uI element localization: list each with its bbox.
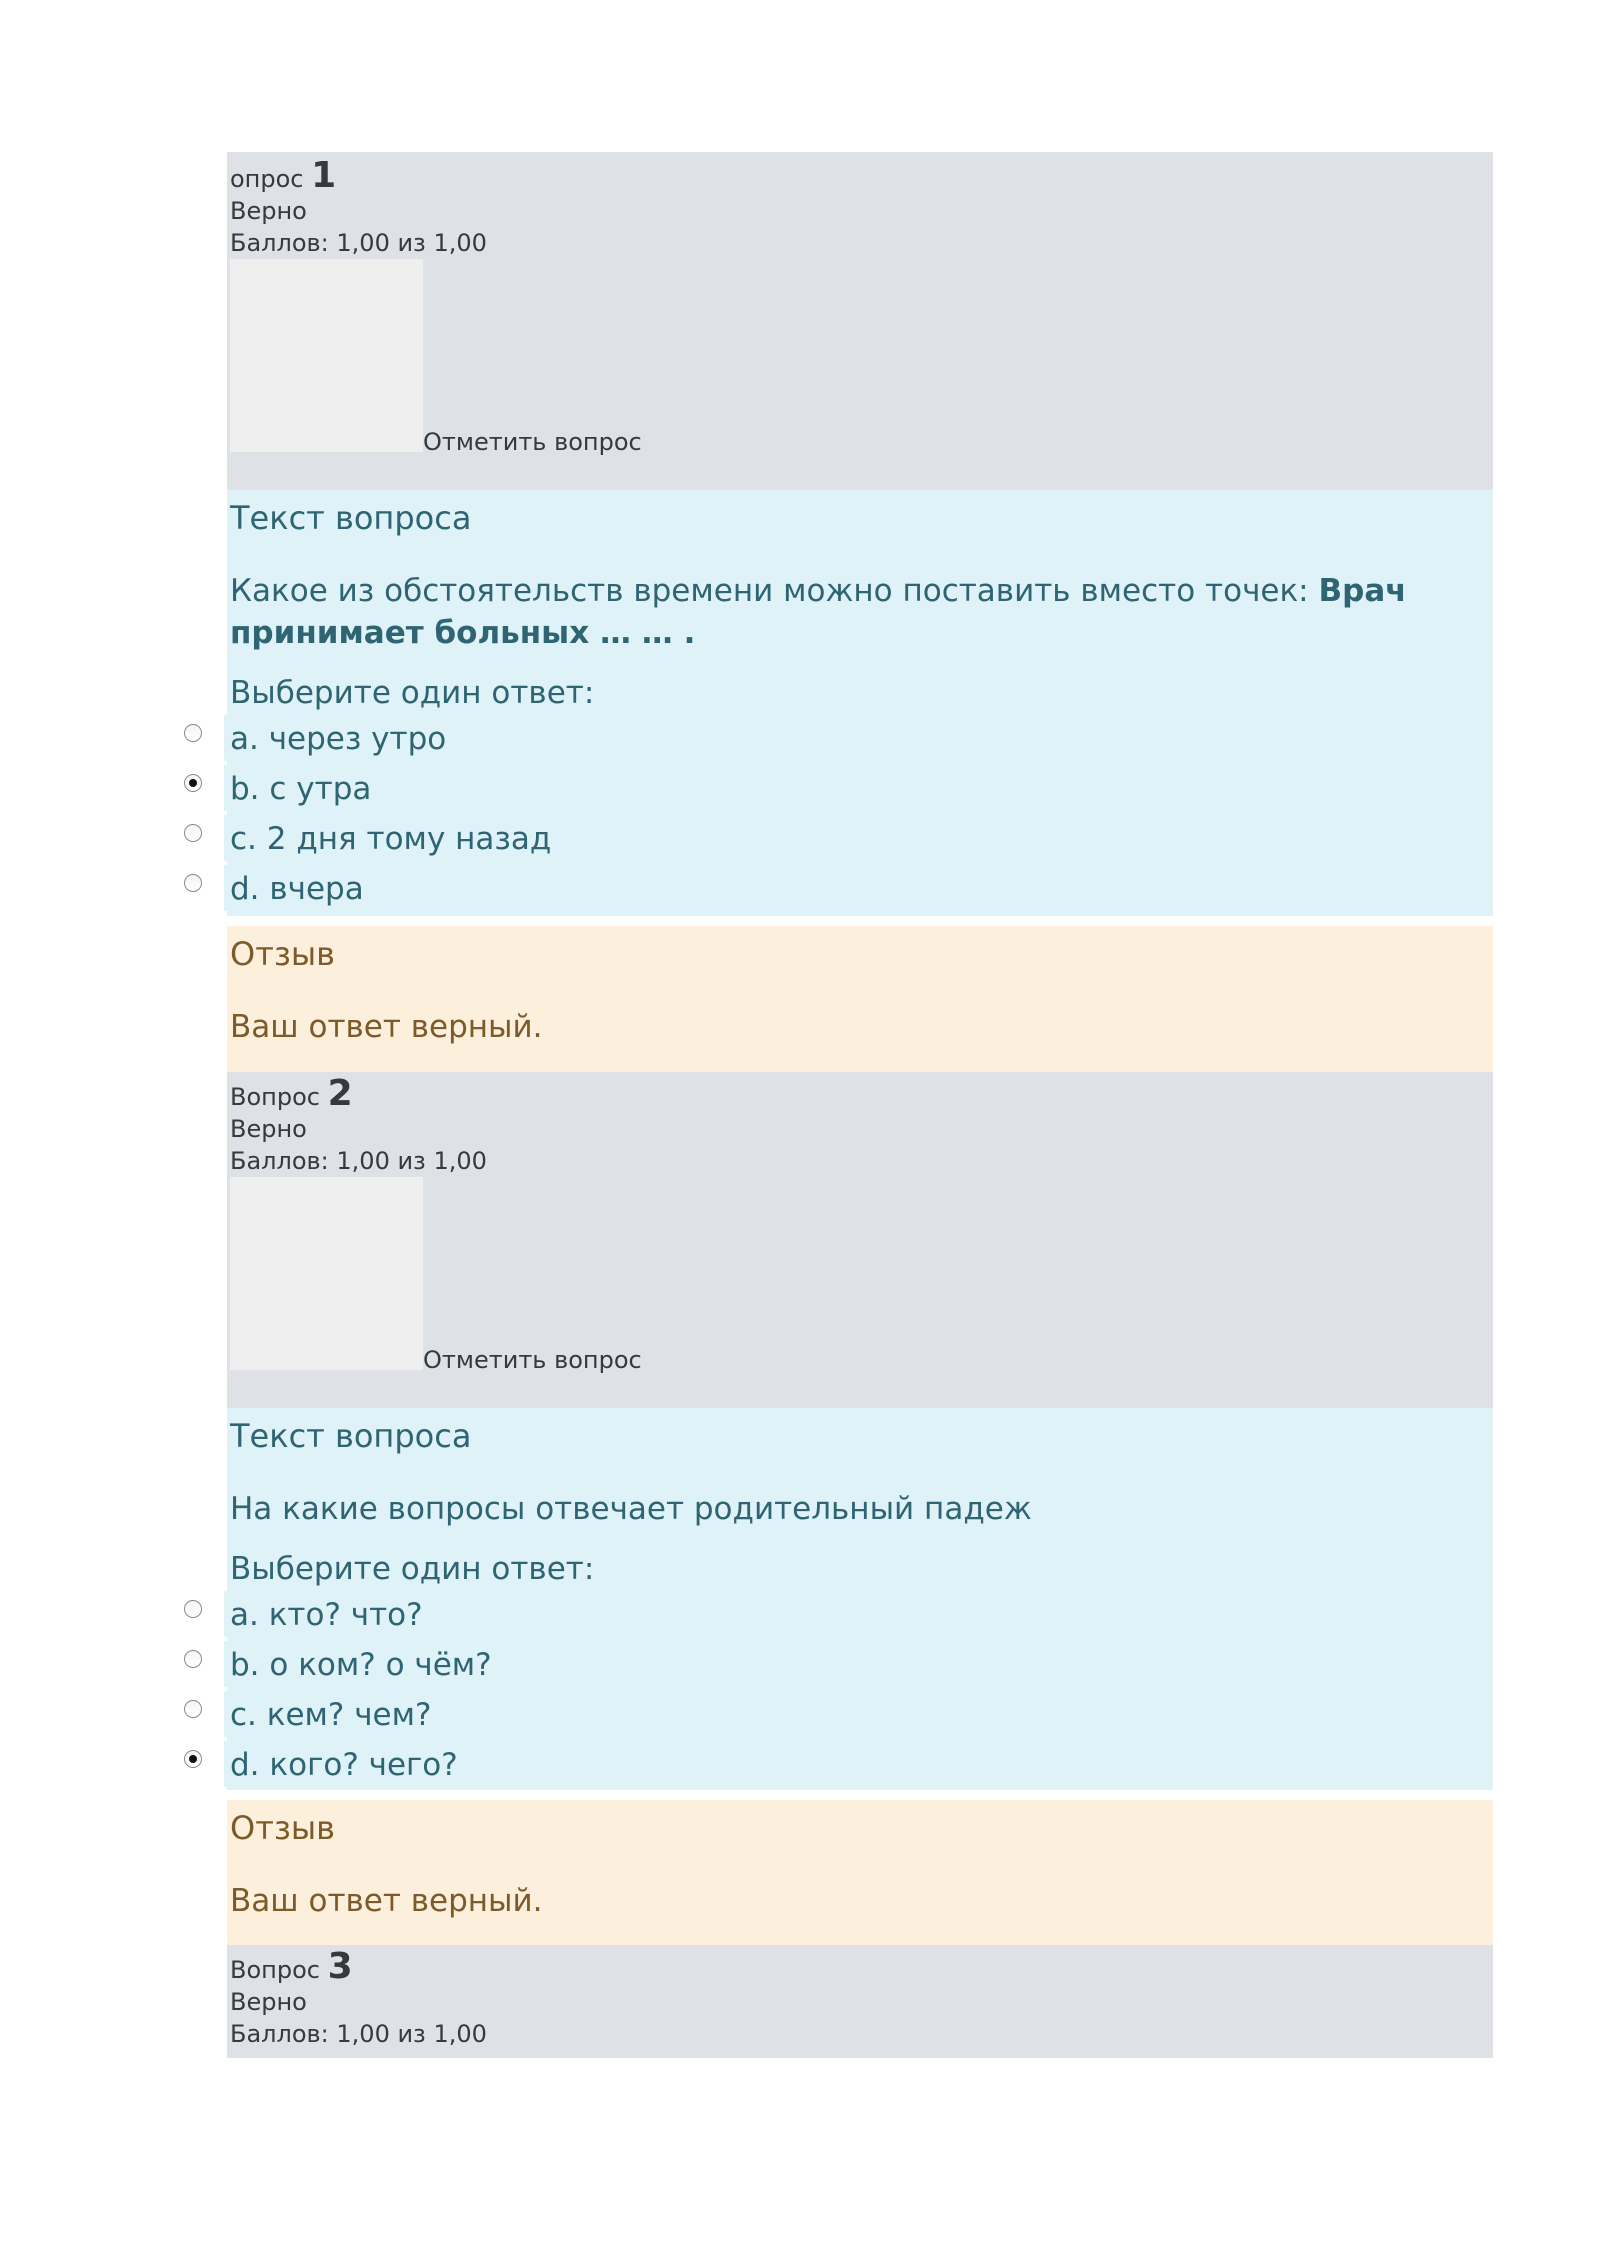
flag-question[interactable] <box>230 1177 1493 1394</box>
answer-label[interactable]: c. 2 дня тому назад <box>230 821 552 857</box>
question-label: Вопрос <box>230 1083 320 1111</box>
answer-label[interactable]: d. вчера <box>230 871 364 907</box>
answer-option[interactable] <box>230 764 1493 814</box>
question-number-value: 1 <box>311 155 337 196</box>
flag-question-label[interactable]: Отметить вопрос <box>423 1346 642 1374</box>
feedback-1 <box>227 926 1493 1072</box>
answer-list <box>230 1590 1493 1790</box>
feedback-heading: Отзыв <box>230 1809 335 1847</box>
radio-button[interactable] <box>184 1600 202 1618</box>
question-grade: Баллов: 1,00 из 1,00 <box>230 229 487 257</box>
radio-box[interactable] <box>176 865 227 911</box>
answer-label[interactable]: d. кого? чего? <box>230 1747 458 1783</box>
spacer <box>227 916 1493 926</box>
answer-prompt: Выберите один ответ: <box>230 675 595 711</box>
spacer <box>227 1790 1493 1800</box>
feedback-text: Ваш ответ верный. <box>230 1883 543 1919</box>
answer-option[interactable] <box>230 1690 1493 1740</box>
question-number <box>230 1072 1493 1113</box>
radio-box[interactable] <box>176 1641 227 1687</box>
radio-box[interactable] <box>176 1691 227 1737</box>
question-text-heading: Текст вопроса <box>230 499 472 537</box>
answer-option[interactable] <box>230 814 1493 864</box>
flag-icon[interactable] <box>230 259 423 452</box>
radio-box[interactable] <box>176 1741 227 1787</box>
answer-label[interactable]: a. кто? что? <box>230 1597 423 1633</box>
answer-option[interactable] <box>230 1640 1493 1690</box>
answer-label[interactable]: b. с утра <box>230 771 372 807</box>
radio-box[interactable] <box>176 765 227 811</box>
radio-button[interactable] <box>184 724 202 742</box>
question-text-plain: Какое из обстоятельств времени можно поставить вместо точек: <box>230 573 1309 609</box>
question-state: Верно <box>230 197 307 225</box>
question-grade: Баллов: 1,00 из 1,00 <box>230 2020 487 2048</box>
answer-option[interactable] <box>230 864 1493 914</box>
answer-list <box>230 714 1493 914</box>
flag-question[interactable] <box>230 259 1493 476</box>
question-text <box>230 570 1493 654</box>
question-label: опрос <box>230 165 304 193</box>
question-state: Верно <box>230 1115 307 1143</box>
question-grade: Баллов: 1,00 из 1,00 <box>230 1147 487 1175</box>
answer-label[interactable]: a. через утро <box>230 721 447 757</box>
question-text-bold: Врач принимает больных … … . <box>230 573 1407 651</box>
feedback-2 <box>227 1800 1493 1945</box>
question-formulation-2 <box>227 1408 1493 1790</box>
answer-option[interactable] <box>230 714 1493 764</box>
question-info-2 <box>227 1072 1493 1408</box>
answer-label[interactable]: c. кем? чем? <box>230 1697 432 1733</box>
answer-prompt: Выберите один ответ: <box>230 1551 595 1587</box>
question-number <box>230 152 1493 195</box>
flag-question-label[interactable]: Отметить вопрос <box>423 428 642 456</box>
question-number-value: 3 <box>327 1946 353 1987</box>
feedback-text: Ваш ответ верный. <box>230 1009 543 1045</box>
feedback-heading: Отзыв <box>230 935 335 973</box>
question-number-value: 2 <box>327 1073 353 1114</box>
question-text: На какие вопросы отвечает родительный падеж <box>230 1491 1032 1527</box>
question-formulation-1 <box>227 490 1493 916</box>
question-text-heading: Текст вопроса <box>230 1417 472 1455</box>
radio-button[interactable] <box>184 824 202 842</box>
radio-button-selected[interactable] <box>184 1750 202 1768</box>
flag-icon[interactable] <box>230 1177 423 1370</box>
answer-option[interactable] <box>230 1590 1493 1640</box>
radio-button[interactable] <box>184 1700 202 1718</box>
question-info-1 <box>227 152 1493 490</box>
radio-button-selected[interactable] <box>184 774 202 792</box>
question-state: Верно <box>230 1988 307 2016</box>
answer-label[interactable]: b. о ком? о чём? <box>230 1647 492 1683</box>
radio-box[interactable] <box>176 715 227 761</box>
radio-button[interactable] <box>184 874 202 892</box>
answer-option[interactable] <box>230 1740 1493 1790</box>
radio-box[interactable] <box>176 1591 227 1637</box>
question-number <box>230 1945 1493 1986</box>
quiz-review <box>227 152 1493 2058</box>
question-label: Вопрос <box>230 1956 320 1984</box>
radio-button[interactable] <box>184 1650 202 1668</box>
question-info-3 <box>227 1945 1493 2058</box>
radio-box[interactable] <box>176 815 227 861</box>
